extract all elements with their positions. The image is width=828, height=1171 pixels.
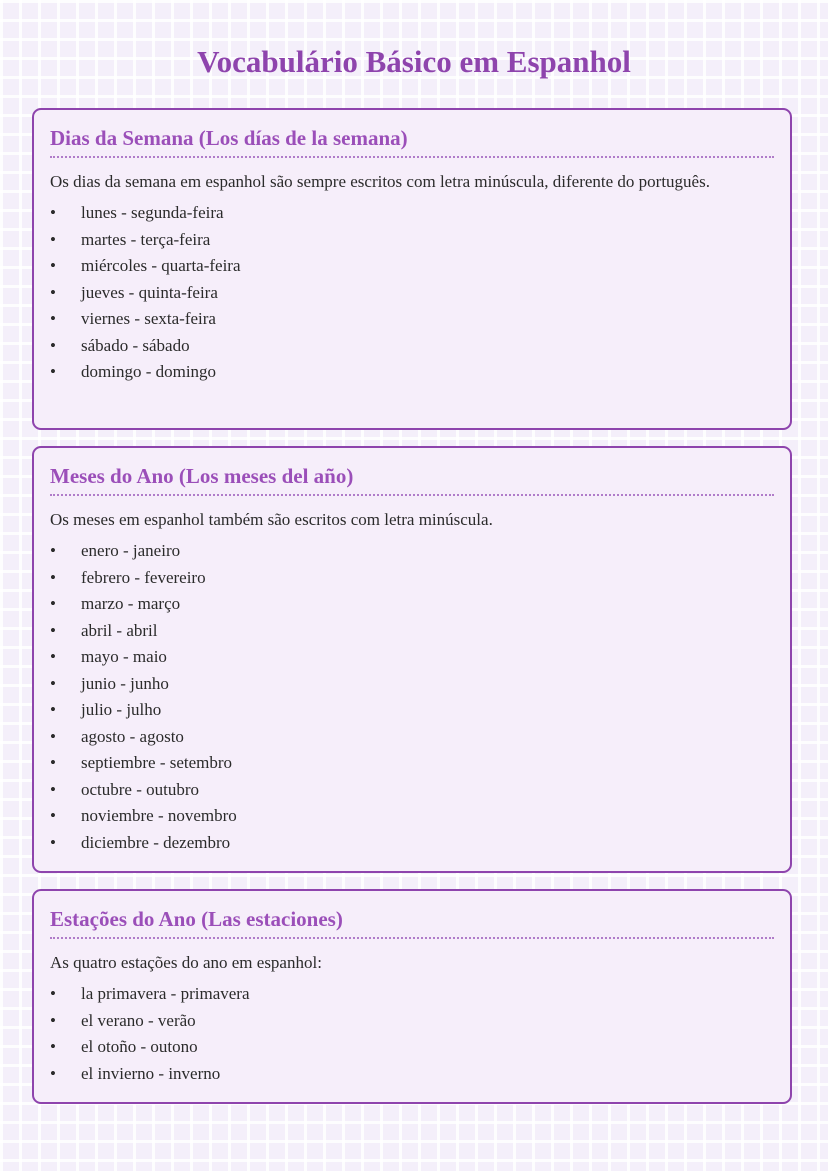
vocab-item (50, 981, 774, 1008)
bullet-icon: • (50, 984, 56, 1003)
vocab-text: martes - terça-feira (81, 229, 211, 249)
vocab-item (50, 200, 774, 227)
bullet-icon: • (50, 541, 56, 560)
vocab-item (50, 644, 774, 671)
bullet-icon: • (50, 700, 56, 719)
vocab-item (50, 591, 774, 618)
days-of-week-card (32, 108, 792, 430)
section-heading: Estações do Ano (Las estaciones) (50, 905, 774, 939)
vocab-text: octubre - outubro (81, 779, 200, 799)
vocab-item (50, 830, 774, 857)
page-title: Vocabulário Básico em Espanhol (197, 44, 631, 79)
vocab-text: lunes - segunda-feira (81, 203, 224, 222)
section-intro: As quatro estações do ano em espanhol: (50, 953, 322, 972)
vocab-item (50, 724, 774, 751)
vocab-item (50, 803, 774, 830)
vocab-text: junio - junho (81, 673, 169, 693)
vocab-text: domingo - domingo (81, 362, 217, 381)
section-intro: Os dias da semana em espanhol são sempre escritos com letra minúscula, diferente do português. (50, 172, 710, 191)
vocab-text: viernes - sexta-feira (81, 309, 216, 328)
bullet-icon: • (50, 1037, 56, 1056)
vocab-text: la primavera - primavera (81, 984, 250, 1003)
seasons-card (32, 889, 792, 1104)
vocab-text: el otoño - outono (81, 1037, 198, 1056)
vocab-text: mayo - maio (81, 647, 167, 666)
vocab-text: el verano - verão (81, 1010, 196, 1030)
bullet-icon: • (50, 309, 56, 328)
bullet-icon: • (50, 362, 56, 381)
months-of-year-card (32, 446, 792, 873)
bullet-icon: • (50, 256, 56, 275)
vocab-text: jueves - quinta-feira (81, 282, 218, 302)
vocab-text: miércoles - quarta-feira (81, 256, 241, 275)
vocab-text: abril - abril (81, 620, 158, 640)
vocab-item (50, 227, 774, 254)
bullet-icon: • (50, 567, 56, 587)
vocab-item (50, 253, 774, 280)
vocab-item (50, 333, 774, 360)
vocab-text: diciembre - dezembro (81, 832, 231, 852)
vocab-text: julio - julho (81, 700, 162, 719)
vocab-text: el invierno - inverno (81, 1063, 221, 1083)
vocab-item (50, 280, 774, 307)
vocab-item (50, 1061, 774, 1088)
vocab-text: enero - janeiro (81, 541, 181, 560)
bullet-icon: • (50, 229, 56, 249)
bullet-icon: • (50, 832, 56, 852)
bullet-icon: • (50, 726, 56, 746)
vocab-item (50, 777, 774, 804)
vocab-list (50, 538, 774, 856)
vocab-list (50, 200, 774, 386)
section-heading: Meses do Ano (Los meses del año) (50, 462, 774, 496)
bullet-icon: • (50, 806, 56, 825)
bullet-icon: • (50, 282, 56, 302)
vocab-item (50, 359, 774, 386)
vocab-text: febrero - fevereiro (81, 567, 206, 587)
vocab-item (50, 1008, 774, 1035)
vocab-text: marzo - março (81, 594, 181, 613)
bullet-icon: • (50, 620, 56, 640)
vocab-text: sábado - sábado (81, 335, 190, 355)
vocab-item (50, 306, 774, 333)
vocab-item (50, 538, 774, 565)
vocab-text: agosto - agosto (81, 726, 184, 746)
bullet-icon: • (50, 203, 56, 222)
bullet-icon: • (50, 647, 56, 666)
vocab-item (50, 565, 774, 592)
bullet-icon: • (50, 753, 56, 772)
section-heading: Dias da Semana (Los días de la semana) (50, 124, 774, 158)
vocab-text: septiembre - setembro (81, 753, 233, 772)
vocab-item (50, 1034, 774, 1061)
vocab-item (50, 697, 774, 724)
vocab-item (50, 750, 774, 777)
vocab-list (50, 981, 774, 1087)
bullet-icon: • (50, 1010, 56, 1030)
bullet-icon: • (50, 1063, 56, 1083)
vocab-item (50, 671, 774, 698)
bullet-icon: • (50, 594, 56, 613)
bullet-icon: • (50, 335, 56, 355)
bullet-icon: • (50, 673, 56, 693)
vocab-item (50, 618, 774, 645)
vocab-text: noviembre - novembro (81, 806, 237, 825)
bullet-icon: • (50, 779, 56, 799)
section-intro: Os meses em espanhol também são escritos com letra minúscula. (50, 510, 493, 529)
